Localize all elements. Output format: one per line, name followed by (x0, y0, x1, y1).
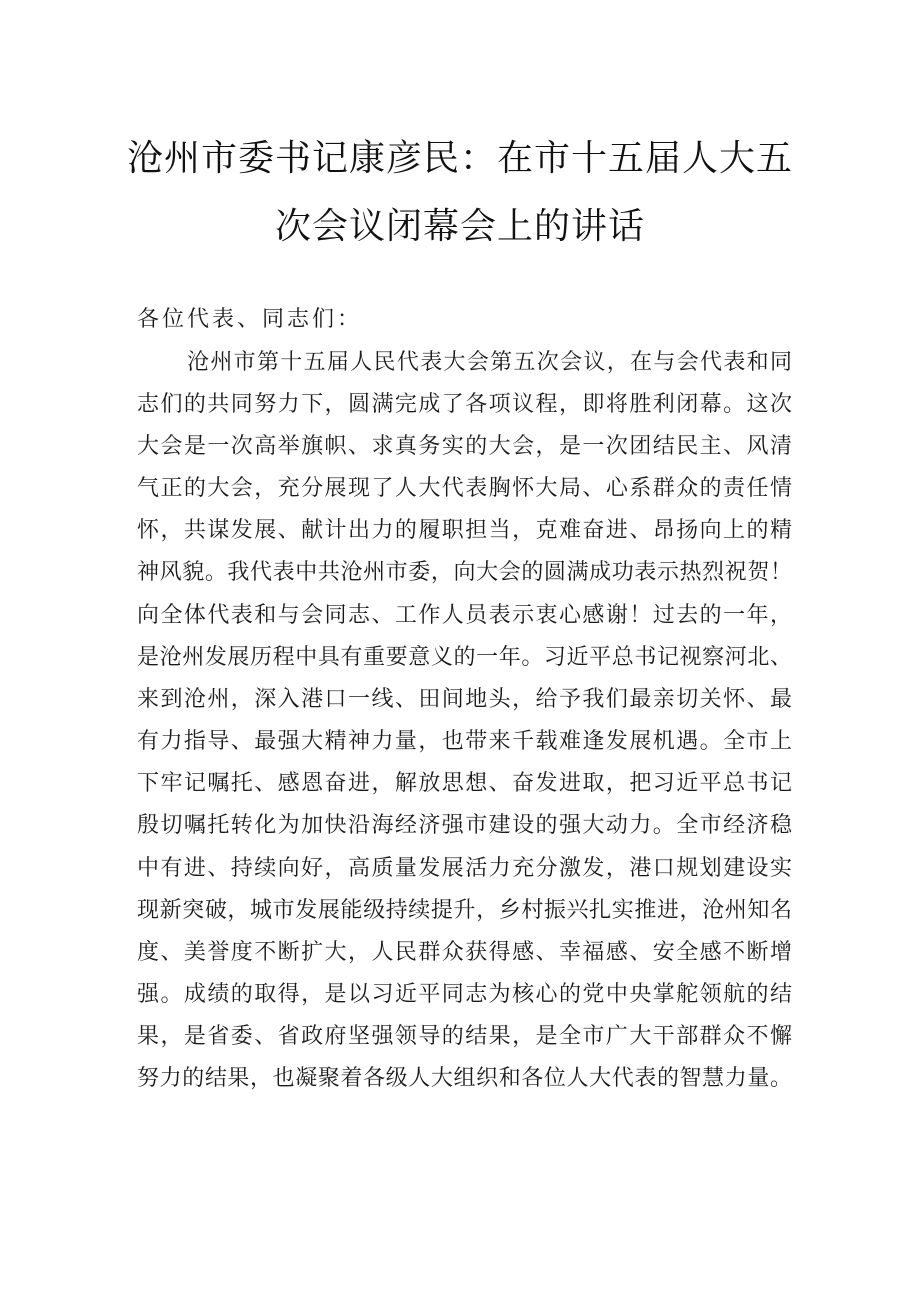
body-text-line: 有力指导、最强大精神力量，也带来千载难逢发展机遇。全市上 (137, 729, 792, 754)
body-text-line: 是沧州发展历程中具有重要意义的一年。习近平总书记视察河北、 (137, 645, 792, 670)
body-text-line: 向全体代表和与会同志、工作人员表示衷心感谢！过去的一年， (137, 603, 792, 628)
body-text-line: 沧州市第十五届人民代表大会第五次会议，在与会代表和同 (187, 350, 792, 375)
body-text-line: 殷切嘱托转化为加快沿海经济强市建设的强大动力。全市经济稳 (137, 813, 792, 838)
body-text-line: 气正的大会，充分展现了人大代表胸怀大局、心系群众的责任情 (137, 476, 792, 501)
page-title-line-1: 沧州市委书记康彦民：在市十五届人大五 (126, 138, 793, 179)
body-text-line: 志们的共同努力下，圆满完成了各项议程，即将胜利闭幕。这次 (137, 392, 792, 417)
body-text-line: 强。成绩的取得，是以习近平同志为核心的党中央掌舵领航的结 (137, 982, 792, 1007)
body-text-line: 下牢记嘱托、感恩奋进，解放思想、奋发进取，把习近平总书记 (137, 771, 792, 796)
page-title-line-2: 次会议闭幕会上的讲话 (274, 206, 645, 247)
body-text-line: 中有进、持续向好，高质量发展活力充分激发，港口规划建设实 (137, 856, 792, 881)
body-text-line: 努力的结果，也凝聚着各级人大组织和各位人大代表的智慧力量。 (137, 1066, 792, 1091)
body-text-line: 大会是一次高举旗帜、求真务实的大会，是一次团结民主、风清 (137, 434, 792, 459)
body-text-line: 度、美誉度不断扩大，人民群众获得感、幸福感、安全感不断增 (137, 940, 792, 965)
salutation: 各位代表、同志们： (137, 307, 363, 332)
body-text-line: 果，是省委、省政府坚强领导的结果，是全市广大干部群众不懈 (137, 1024, 792, 1049)
body-text-line: 现新突破，城市发展能级持续提升，乡村振兴扎实推进，沧州知名 (137, 898, 792, 923)
body-text-line: 神风貌。我代表中共沧州市委，向大会的圆满成功表示热烈祝贺！ (137, 560, 792, 585)
body-text-line: 来到沧州，深入港口一线、田间地头，给予我们最亲切关怀、最 (137, 687, 792, 712)
body-text-line: 怀，共谋发展、献计出力的履职担当，克难奋进、昂扬向上的精 (137, 518, 792, 543)
